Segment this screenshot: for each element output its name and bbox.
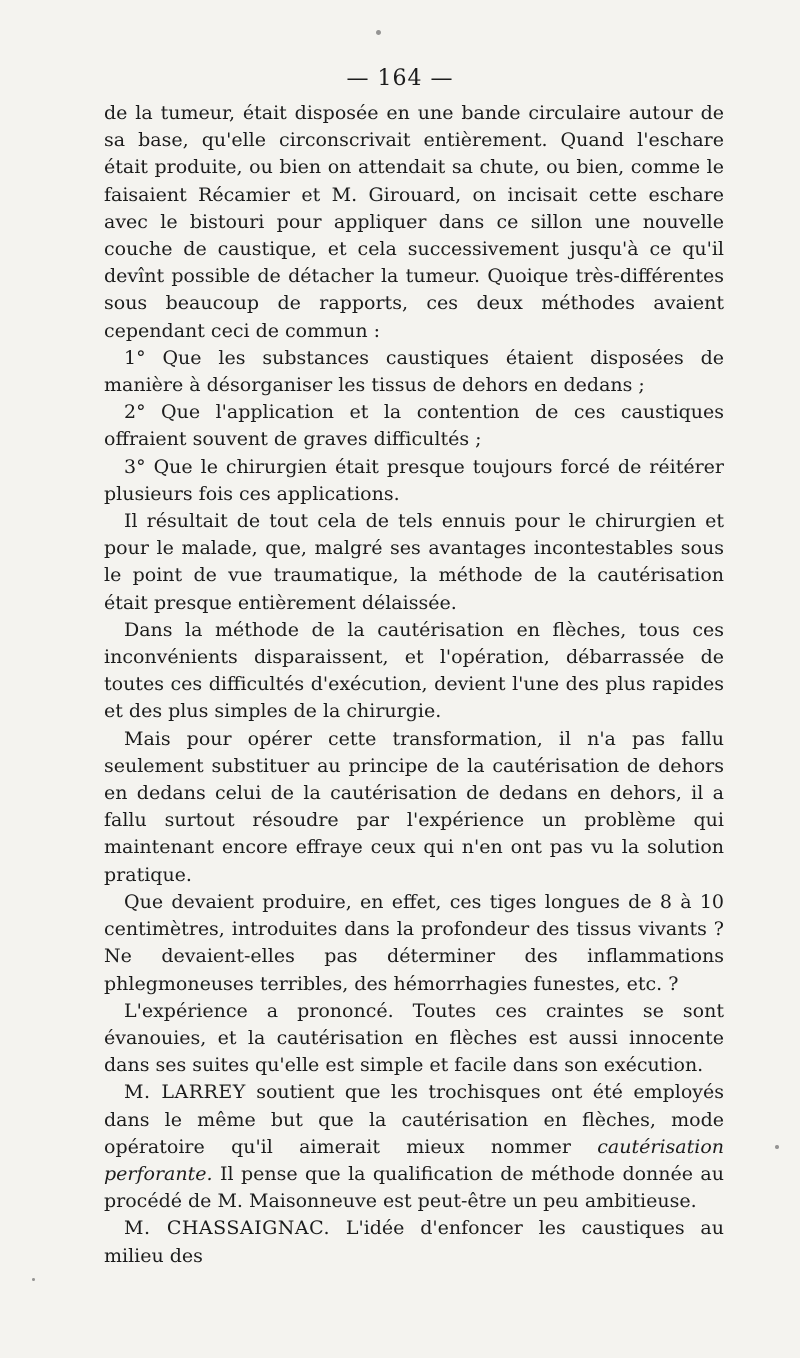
ink-speck [376,30,381,35]
paragraph: Que devaient produire, en effet, ces tiges longues de 8 à 10 centimètres, introduites dans la profondeur des tissus vivants ? Ne devaient-elles pas déterminer des inflammations phlegmoneuses terribles, des hémorrhagies funestes, etc. ? [104,890,724,995]
paragraph-point-3: 3° Que le chirurgien était presque toujours forcé de réitérer plusieurs fois ces applications. [104,455,724,505]
paragraph: Il résultait de tout cela de tels ennuis pour le chirurgien et pour le malade, que, malgré ses avantages incontestables sous le point de vue traumatique, la méthode de la cautérisation était presque entièrement délaissée. [104,510,724,614]
paragraph-point-2: 2° Que l'application et la contention de ces caustiques offraient souvent de graves difficultés ; [104,401,724,451]
ink-speck [775,1145,779,1149]
body-text [104,100,724,1270]
paragraph-text: L'idée d'enfoncer les caustiques au milieu des [104,1217,724,1267]
paragraph: L'expérience a prononcé. Toutes ces craintes se sont évanouies, et la cautérisation en flèches est aussi innocente dans ses suites qu'elle est simple et facile dans son exécution. [104,999,724,1077]
paragraph: Mais pour opérer cette transformation, il n'a pas fallu seulement substituer au principe de la cautérisation de dehors en dedans celui de la cautérisation de dedans en dehors, il a fallu surtout résoudre par l'expérience un problème qui maintenant encore effraye ceux qui n'en ont pas vu la solution pratique. [104,727,724,886]
paragraph-continuation: de la tumeur, était disposée en une bande circulaire autour de sa base, qu'elle circonscrivait entièrement. Quand l'eschare était produite, ou bien on attendait sa chute, ou bien, comme le faisaient Récamier et M. Girouard, on incisait cette eschare avec le bistouri pour appliquer dans ce sillon une nouvelle couche de caustique, et cela successivement jusqu'à ce qu'il devînt possible de détacher la tumeur. Quoique très-différentes sous beaucoup de rapports, ces deux méthodes avaient cependant ceci de commun : [104,102,724,342]
paragraph-text: soutient que les trochisques ont été employés dans le même but que la cautérisation en flèches, mode opératoire qu'il aimerait mieux nommer [104,1081,724,1158]
paragraph-text: Il pense que la qualification de méthode donnée au procédé de M. Maisonneuve est peut-être un peu ambitieuse. [104,1162,724,1213]
speaker-name: M. CHASSAIGNAC. [124,1217,331,1240]
paragraph-larrey [104,1079,724,1215]
page-number: — 164 — [346,66,454,91]
paragraph: Dans la méthode de la cautérisation en flèches, tous ces inconvénients disparaissent, et l'opération, débarrassée de toutes ces difficultés d'exécution, devient l'une des plus rapides et des plus simples de la chirurgie. [104,618,724,723]
italic-term: cautérisation perforante. [104,1135,724,1185]
ink-speck [32,1278,35,1281]
paragraph-point-1: 1° Que les substances caustiques étaient disposées de manière à désorganiser les tissus de dehors en dedans ; [104,346,724,397]
speaker-name: M. LARREY [124,1081,246,1104]
paragraph-chassaignac [104,1215,724,1269]
